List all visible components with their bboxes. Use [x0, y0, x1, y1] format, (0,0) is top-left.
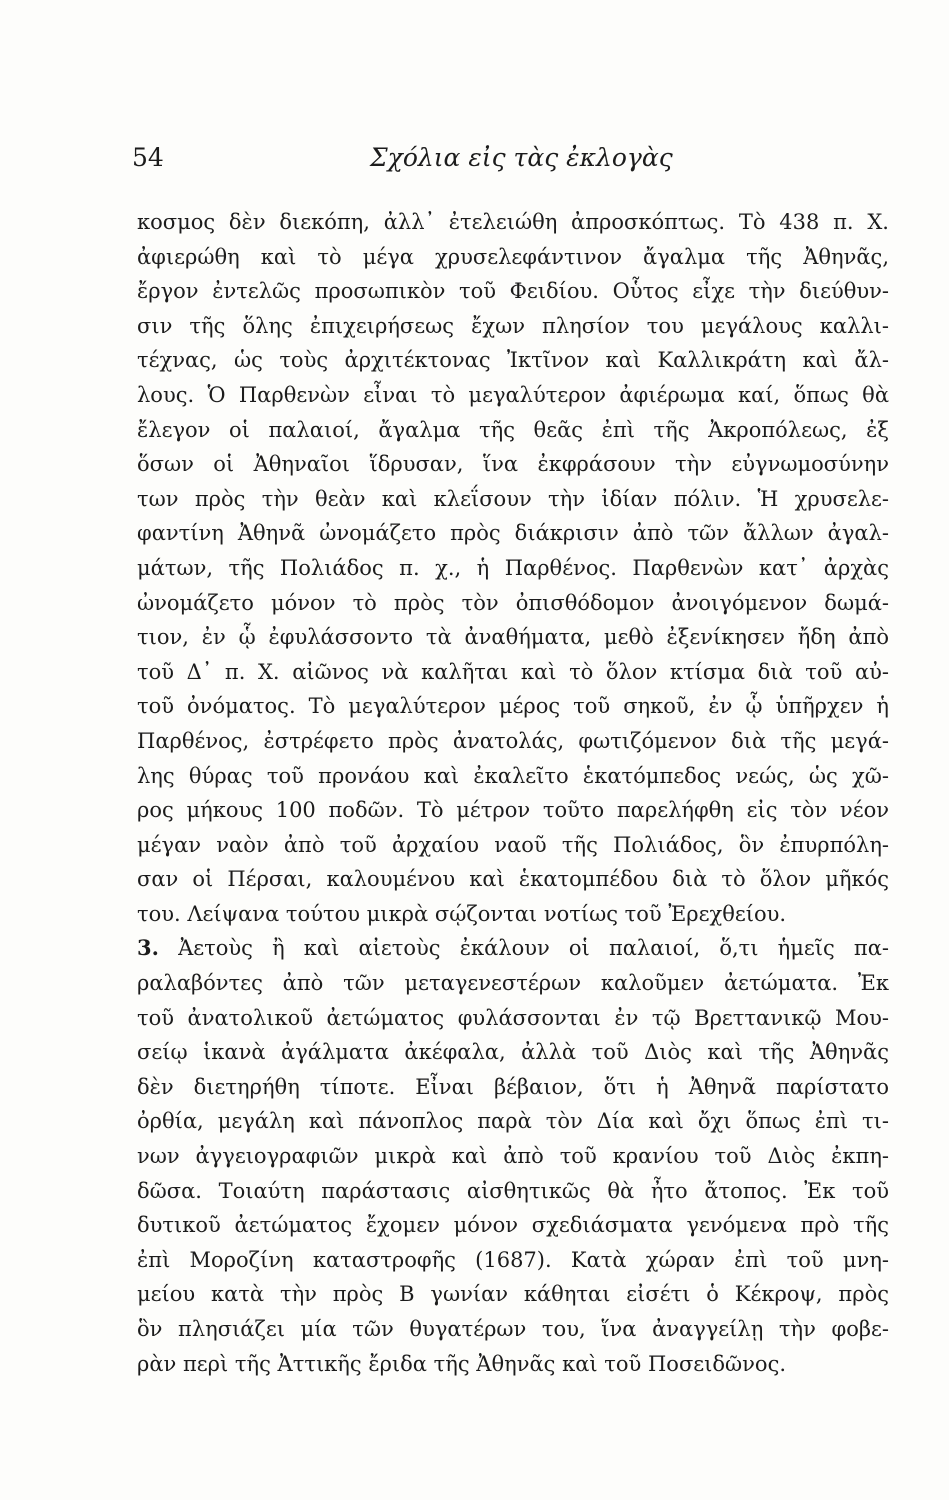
section-line: [137, 931, 889, 966]
text-line: ὃν πλησιάζει μία τῶν θυγατέρων του, ἵνα ἀναγγείλῃ τὴν φοβε-: [137, 1317, 889, 1341]
text-line: νων ἀγγειογραφιῶν μικρὰ καὶ ἀπὸ τοῦ κρανίου τοῦ Διὸς ἐκπη-: [137, 1144, 889, 1169]
text-line: σιν τῆς ὅλης ἐπιχειρήσεως ἔχων πλησίον του μεγάλους καλλι-: [137, 313, 889, 338]
text-line: σαν οἱ Πέρσαι, καλουμένου καὶ ἑκατομπέδου διὰ τὸ ὅλον μῆκός: [137, 867, 889, 892]
text-line: φαντίνη Ἀθηνᾶ ὠνομάζετο πρὸς διάκρισιν ἀπὸ τῶν ἄλλων ἀγαλ-: [137, 521, 889, 546]
text-line: ὠνομάζετο μόνον τὸ πρὸς τὸν ὀπισθόδομον ἀνοιγόμενον δωμά-: [137, 590, 889, 615]
text-line: ἐπὶ Μοροζίνη καταστροφῆς (1687). Κατὰ χώραν ἐπὶ τοῦ μνη-: [137, 1247, 889, 1272]
body-text: [137, 205, 889, 1381]
text-line: λης θύρας τοῦ προνάου καὶ ἐκαλεῖτο ἑκατόμπεδος νεώς, ὡς χῶ-: [137, 763, 889, 788]
text-line: ραλαβόντες ἀπὸ τῶν μεταγενεστέρων καλοῦμεν ἀετώματα. Ἐκ: [137, 971, 889, 996]
text-line: του. Λείψανα τούτου μικρὰ σῴζονται νοτίως τοῦ Ἐρεχθείου.: [137, 901, 787, 926]
text-line: ἔργον ἐντελῶς προσωπικὸν τοῦ Φειδίου. Οὗτος εἶχε τὴν διεύθυν-: [137, 279, 889, 304]
running-title: Σχόλια εἰς τὰς ἐκλογὰς: [370, 143, 673, 172]
text-line: δῶσα. Τοιαύτη παράστασις αἰσθητικῶς θὰ ἦτο ἄτοπος. Ἐκ τοῦ: [137, 1178, 889, 1203]
text-line: μέγαν ναὸν ἀπὸ τοῦ ἀρχαίου ναοῦ τῆς Πολιάδος, ὃν ἐπυρπόλη-: [137, 832, 889, 857]
text-line: δὲν διετηρήθη τίποτε. Εἶναι βέβαιον, ὅτι ἡ Ἀθηνᾶ παρίστατο: [137, 1074, 889, 1099]
text-line: τοῦ ὀνόματος. Τὸ μεγαλύτερον μέρος τοῦ σηκοῦ, ἐν ᾧ ὑπῆρχεν ἡ: [137, 694, 889, 719]
text-line: τοῦ ἀνατολικοῦ ἀετώματος φυλάσσονται ἐν τῷ Βρεττανικῷ Μου-: [137, 1005, 889, 1030]
text-line: ρος μήκους 100 ποδῶν. Τὸ μέτρον τοῦτο παρελήφθη εἰς τὸν νέον: [137, 798, 889, 823]
text-line: ὀρθία, μεγάλη καὶ πάνοπλος παρὰ τὸν Δία καὶ ὄχι ὅπως ἐπὶ τι-: [137, 1109, 889, 1134]
text-line: των πρὸς τὴν θεὰν καὶ κλεΐσουν τὴν ἰδίαν πόλιν. Ἡ χρυσελε-: [137, 486, 889, 511]
text-line: τιον, ἐν ᾧ ἐφυλάσσοντο τὰ ἀναθήματα, μεθὸ ἐξενίκησεν ἤδη ἀπὸ: [137, 625, 889, 650]
text-line: ἔλεγον οἱ παλαιοί, ἄγαλμα τῆς θεᾶς ἐπὶ τῆς Ἀκροπόλεως, ἐξ: [137, 417, 889, 442]
page-number: 54: [132, 143, 164, 172]
text-line: Παρθένος, ἐστρέφετο πρὸς ἀνατολάς, φωτιζόμενον διὰ τῆς μεγά-: [137, 728, 889, 753]
text-line: ὅσων οἱ Ἀθηναῖοι ἵδρυσαν, ἵνα ἐκφράσουν τὴν εὐγνωμοσύνην: [137, 452, 889, 477]
text-line: ἀφιερώθη καὶ τὸ μέγα χρυσελεφάντινον ἄγαλμα τῆς Ἀθηνᾶς,: [137, 244, 889, 269]
text-line: σείῳ ἱκανὰ ἀγάλματα ἀκέφαλα, ἀλλὰ τοῦ Διὸς καὶ τῆς Ἀθηνᾶς: [137, 1040, 889, 1065]
text-line: μείου κατὰ τὴν πρὸς Β γωνίαν κάθηται εἰσέτι ὁ Κέκροψ, πρὸς: [137, 1282, 889, 1307]
text-line: τοῦ Δ᾽ π. Χ. αἰῶνος νὰ καλῆται καὶ τὸ ὅλον κτίσμα διὰ τοῦ αὐ-: [137, 659, 889, 684]
text-line: μάτων, τῆς Πολιάδος π. χ., ἡ Παρθένος. Παρθενὼν κατ᾽ ἀρχὰς: [137, 555, 889, 580]
text-line: δυτικοῦ ἀετώματος ἔχομεν μόνον σχεδιάσματα γενόμενα πρὸ τῆς: [137, 1213, 889, 1238]
text-line: Ἀετοὺς ἢ καὶ αἰετοὺς ἐκάλουν οἱ παλαιοί, ὅ,τι ἡμεῖς πα-: [178, 936, 889, 961]
text-line: ρὰν περὶ τῆς Ἀττικῆς ἔριδα τῆς Ἀθηνᾶς καὶ τοῦ Ποσειδῶνος.: [137, 1351, 787, 1376]
text-line: κοσμος δὲν διεκόπη, ἀλλ᾽ ἐτελειώθη ἀπροσκόπτως. Τὸ 438 π. Χ.: [137, 210, 889, 234]
page-header: [132, 142, 892, 182]
text-line: λους. Ὁ Παρθενὼν εἶναι τὸ μεγαλύτερον ἀφιέρωμα καί, ὅπως θὰ: [137, 382, 889, 407]
text-line: τέχνας, ὡς τοὺς ἀρχιτέκτονας Ἰκτῖνον καὶ Καλλικράτη καὶ ἄλ-: [137, 348, 889, 373]
section-mark: 3.: [137, 935, 159, 961]
